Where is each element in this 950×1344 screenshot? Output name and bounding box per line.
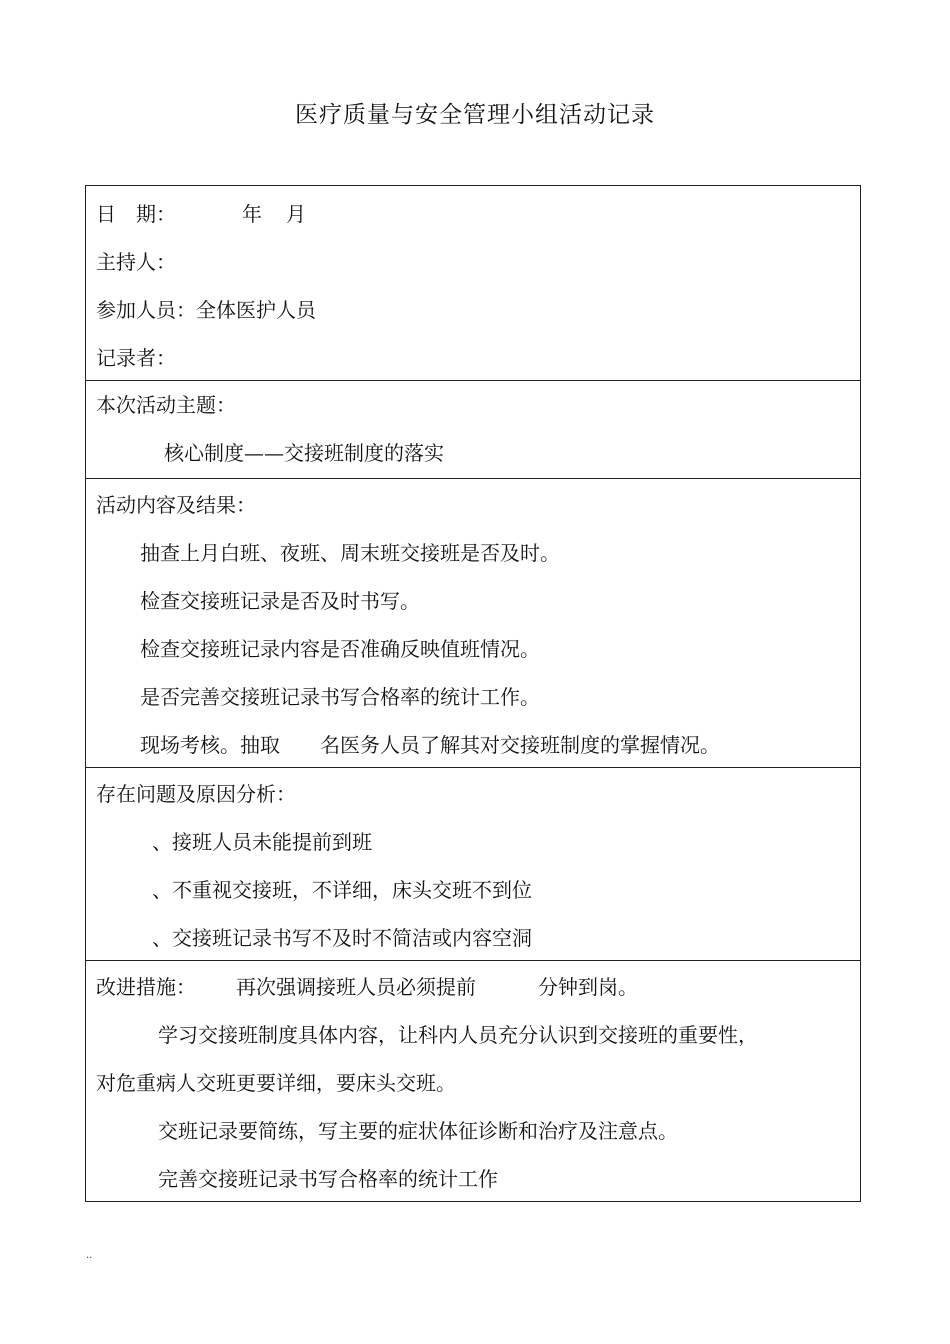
measure-line-5: 完善交接班记录书写合格率的统计工作: [158, 1167, 498, 1191]
problems-label: 存在问题及原因分析：: [96, 782, 296, 806]
theme-value: 核心制度——交接班制度的落实: [164, 441, 444, 465]
theme-section: [86, 381, 860, 479]
record-table: [85, 185, 861, 1202]
list-item: 检查交接班记录内容是否准确反映值班情况。: [140, 637, 540, 661]
footer-mark: ..: [86, 1250, 93, 1261]
list-item: 、不重视交接班，不详细，床头交班不到位: [152, 878, 532, 902]
measure-line-3: 对危重病人交班更要详细，要床头交班。: [96, 1071, 456, 1095]
list-item: 抽查上月白班、夜班、周末班交接班是否及时。: [140, 541, 560, 565]
participants-label: 参加人员：全体医护人员: [96, 298, 316, 322]
problems-section: [86, 768, 860, 961]
list-item: 、接班人员未能提前到班: [152, 830, 372, 854]
content-section: [86, 479, 860, 768]
measures-section: [86, 961, 860, 1201]
measure-first-tail: 分钟到岗。: [538, 975, 638, 999]
list-item: 现场考核。抽取 名医务人员了解其对交接班制度的掌握情况。: [140, 733, 720, 757]
theme-label: 本次活动主题：: [96, 393, 236, 417]
host-label: 主持人：: [96, 250, 176, 274]
measure-line-2: 学习交接班制度具体内容，让科内人员充分认识到交接班的重要性，: [158, 1023, 758, 1047]
content-label: 活动内容及结果：: [96, 493, 256, 517]
measure-line-4: 交班记录要简练，写主要的症状体征诊断和治疗及注意点。: [158, 1119, 678, 1143]
measure-first: 再次强调接班人员必须提前: [236, 975, 476, 999]
measures-label: 改进措施：: [96, 975, 196, 999]
date-label: 日 期：: [96, 202, 176, 226]
list-item: 检查交接班记录是否及时书写。: [140, 589, 420, 613]
list-item: 是否完善交接班记录书写合格率的统计工作。: [140, 685, 540, 709]
list-item: 、交接班记录书写不及时不简洁或内容空洞: [152, 926, 532, 950]
year-label: 年: [242, 202, 262, 226]
page-title: 医疗质量与安全管理小组活动记录: [295, 102, 655, 128]
info-section: [86, 186, 860, 381]
recorder-label: 记录者：: [96, 346, 176, 370]
month-label: 月: [286, 202, 306, 226]
